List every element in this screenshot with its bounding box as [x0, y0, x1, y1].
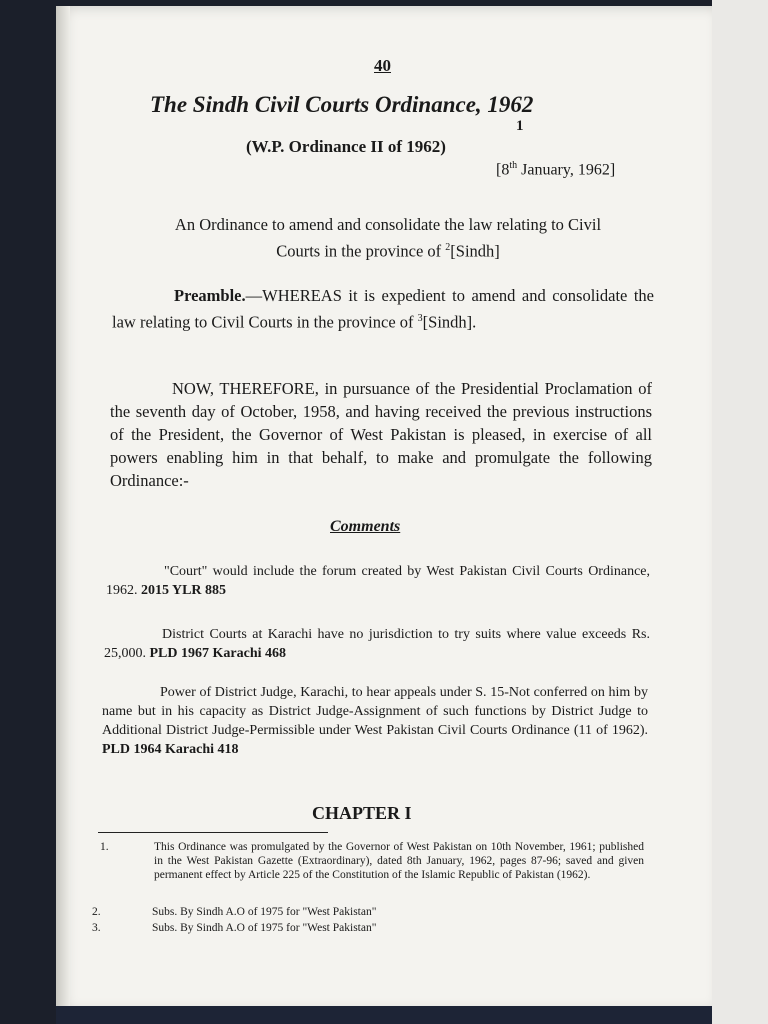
page-number: 40: [374, 56, 391, 75]
comment-3: Power of District Judge, Karachi, to hear appeals under S. 15-Not conferred on him by name but in his capacity as District Judge-Assignment of such functions by District Judge to Additional District Judge-Permissible under West Pakistan Civil Courts Ordinance (11 of 1962). PLD 1964 Karachi 418: [102, 685, 648, 757]
long-title-line-2: Courts in the province of $^2$[Sindh]: [276, 241, 500, 261]
comments-heading: Comments: [330, 518, 401, 535]
page-binding-edge: [56, 6, 70, 1012]
background-bottom: [56, 1006, 712, 1024]
preamble-paragraph: Preamble.—WHEREAS it is expedient to amend and consolidate the law relating to Civil Courts in the province of $^3$[Sindh].: [112, 286, 654, 332]
footnote-1: This Ordinance was promulgated by the Governor of West Pakistan on 10th November, 1961; published in the West Pakistan Gazette (Extraordinary), dated 8th January, 1962, pages 87-96; saved and given permanent effect by Article 225 of the Constitution of the Islamic Republic of Pakistan (1962).: [154, 841, 644, 881]
title-footnote-mark: 1: [516, 118, 524, 134]
footnote-3-number: 3.: [92, 922, 101, 934]
background-right: [712, 0, 768, 1024]
comment-2: District Courts at Karachi have no jurisdiction to try suits where value exceeds Rs. 25,000. PLD 1967 Karachi 468: [104, 627, 650, 661]
long-title-line-1: An Ordinance to amend and consolidate the law relating to Civil: [174, 215, 602, 234]
footnote-rule: [98, 832, 328, 833]
ordinance-date: [8th January, 1962]: [496, 160, 616, 179]
document-title: The Sindh Civil Courts Ordinance, 1962: [150, 92, 534, 117]
chapter-heading: CHAPTER I: [312, 803, 412, 823]
footnote-2-number: 2.: [92, 906, 101, 918]
ordinance-number: (W.P. Ordinance II of 1962): [246, 137, 446, 156]
footnote-1-number: 1.: [100, 841, 109, 853]
footnote-3: Subs. By Sindh A.O of 1975 for "West Pakistan": [152, 922, 377, 934]
enacting-paragraph: NOW, THEREFORE, in pursuance of the Presidential Proclamation of the seventh day of October, 1958, and having received the previous instructions of the President, the Governor of West Pakistan is pleased, in exercise of all powers enabling him in that behalf, to make and promulgate the following Ordinance:-: [110, 379, 652, 490]
long-title: [118, 213, 658, 263]
comment-1: "Court" would include the forum created by West Pakistan Civil Courts Ordinance, 1962. 2015 YLR 885: [106, 564, 650, 598]
footnote-2: Subs. By Sindh A.O of 1975 for "West Pakistan": [152, 906, 377, 918]
